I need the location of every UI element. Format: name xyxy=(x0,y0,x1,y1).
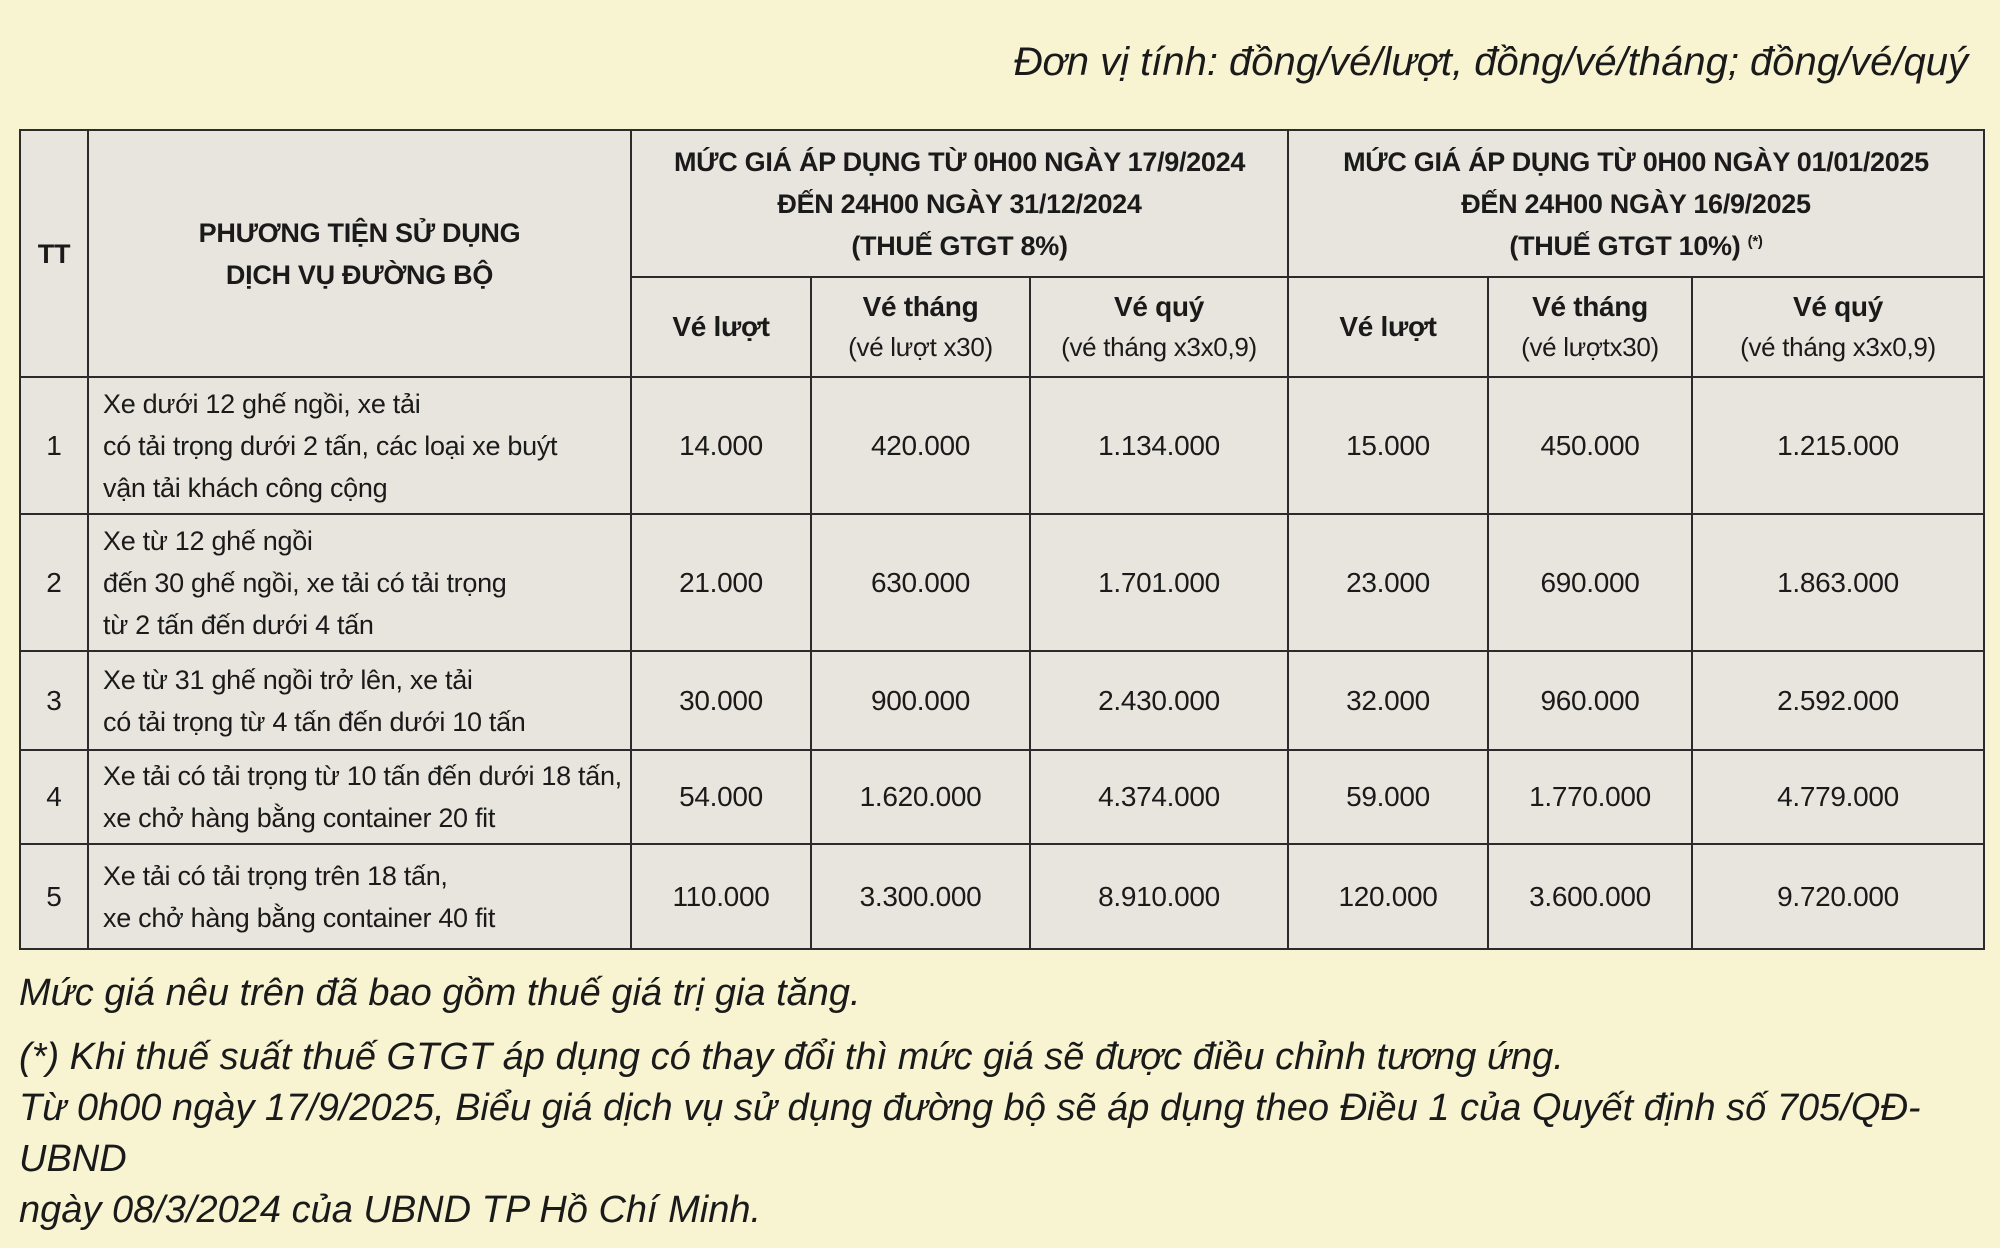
header-period-line: (THUẾ GTGT 8%) xyxy=(851,230,1068,261)
price-single-2024: 110.000 xyxy=(631,844,811,949)
price-monthly-2024: 3.300.000 xyxy=(811,844,1030,949)
price-single-2025: 32.000 xyxy=(1288,651,1488,750)
header-period-line: ĐẾN 24H00 NGÀY 16/9/2025 xyxy=(1461,188,1811,219)
header-period-vat: (THUẾ GTGT 10%) xyxy=(1509,230,1741,261)
table-row xyxy=(20,514,1984,651)
row-number: 2 xyxy=(20,514,88,651)
header-period-line: ĐẾN 24H00 NGÀY 31/12/2024 xyxy=(777,188,1142,219)
vehicle-type: Xe từ 12 ghế ngồi đến 30 ghế ngồi, xe tải có tải trọng từ 2 tấn đến dưới 4 tấn xyxy=(88,514,631,651)
header-row-top xyxy=(20,130,1984,277)
price-single-2024: 30.000 xyxy=(631,651,811,750)
header-monthly-ticket-2025: Vé tháng (vé lượtx30) xyxy=(1488,277,1692,377)
unit-note: Đơn vị tính: đồng/vé/lượt, đồng/vé/tháng; đồng/vé/quý xyxy=(1013,40,1968,84)
table-row xyxy=(20,750,1984,844)
price-monthly-2025: 1.770.000 xyxy=(1488,750,1692,844)
price-quarterly-2025: 1.215.000 xyxy=(1692,377,1984,514)
price-quarterly-2025: 2.592.000 xyxy=(1692,651,1984,750)
header-tt: TT xyxy=(20,130,88,377)
price-quarterly-2025: 9.720.000 xyxy=(1692,844,1984,949)
price-monthly-2025: 450.000 xyxy=(1488,377,1692,514)
vat-change-note: (*) Khi thuế suất thuế GTGT áp dụng có thay đổi thì mức giá sẽ được điều chỉnh tương ứng. xyxy=(19,1036,1564,1078)
vehicle-type: Xe từ 31 ghế ngồi trở lên, xe tải có tải trọng từ 4 tấn đến dưới 10 tấn xyxy=(88,651,631,750)
vehicle-type: Xe tải có tải trọng từ 10 tấn đến dưới 18 tấn, xe chở hàng bằng container 20 fit xyxy=(88,750,631,844)
row-number: 1 xyxy=(20,377,88,514)
price-monthly-2025: 3.600.000 xyxy=(1488,844,1692,949)
row-number: 4 xyxy=(20,750,88,844)
header-monthly-ticket-2024: Vé tháng (vé lượt x30) xyxy=(811,277,1030,377)
header-single-ticket-2025: Vé lượt xyxy=(1288,277,1488,377)
price-single-2025: 120.000 xyxy=(1288,844,1488,949)
price-single-2024: 54.000 xyxy=(631,750,811,844)
header-period-line: MỨC GIÁ ÁP DỤNG TỪ 0H00 NGÀY 17/9/2024 xyxy=(673,146,1246,177)
header-period-2025 xyxy=(1288,130,1984,277)
row-number: 3 xyxy=(20,651,88,750)
vat-included-note: Mức giá nêu trên đã bao gồm thuế giá trị gia tăng. xyxy=(19,972,861,1014)
price-quarterly-2024: 1.134.000 xyxy=(1030,377,1288,514)
price-quarterly-2024: 4.374.000 xyxy=(1030,750,1288,844)
header-period-line: MỨC GIÁ ÁP DỤNG TỪ 0H00 NGÀY 01/01/2025 xyxy=(1343,146,1929,177)
header-vehicle-line: DỊCH VỤ ĐƯỜNG BỘ xyxy=(225,259,494,290)
effective-date-note: Từ 0h00 ngày 17/9/2025, Biểu giá dịch vụ sử dụng đường bộ sẽ áp dụng theo Điều 1 của Quyết định số 705/QĐ-UBND xyxy=(19,1087,1921,1180)
header-quarterly-ticket-2024: Vé quý (vé tháng x3x0,9) xyxy=(1030,277,1288,377)
price-monthly-2024: 420.000 xyxy=(811,377,1030,514)
footnotes xyxy=(19,968,1979,1236)
header-vehicle xyxy=(88,130,631,377)
price-single-2024: 14.000 xyxy=(631,377,811,514)
price-single-2025: 59.000 xyxy=(1288,750,1488,844)
table-row xyxy=(20,844,1984,949)
row-number: 5 xyxy=(20,844,88,949)
fee-table xyxy=(19,129,1985,950)
vehicle-type: Xe tải có tải trọng trên 18 tấn, xe chở hàng bằng container 40 fit xyxy=(88,844,631,949)
header-quarterly-ticket-2025: Vé quý (vé tháng x3x0,9) xyxy=(1692,277,1984,377)
header-period-line xyxy=(1289,225,1983,267)
price-monthly-2024: 1.620.000 xyxy=(811,750,1030,844)
price-quarterly-2024: 2.430.000 xyxy=(1030,651,1288,750)
price-quarterly-2025: 1.863.000 xyxy=(1692,514,1984,651)
footnote-marker: (*) xyxy=(1747,232,1763,250)
table-row xyxy=(20,377,1984,514)
price-quarterly-2024: 1.701.000 xyxy=(1030,514,1288,651)
effective-date-note-continued: ngày 08/3/2024 của UBND TP Hồ Chí Minh. xyxy=(19,1189,762,1231)
price-monthly-2024: 630.000 xyxy=(811,514,1030,651)
vehicle-type: Xe dưới 12 ghế ngồi, xe tải có tải trọng dưới 2 tấn, các loại xe buýt vận tải khách công cộng xyxy=(88,377,631,514)
header-period-2024 xyxy=(631,130,1288,277)
price-single-2025: 15.000 xyxy=(1288,377,1488,514)
price-quarterly-2024: 8.910.000 xyxy=(1030,844,1288,949)
price-quarterly-2025: 4.779.000 xyxy=(1692,750,1984,844)
price-single-2024: 21.000 xyxy=(631,514,811,651)
header-vehicle-line: PHƯƠNG TIỆN SỬ DỤNG xyxy=(198,217,521,248)
header-single-ticket-2024: Vé lượt xyxy=(631,277,811,377)
price-monthly-2024: 900.000 xyxy=(811,651,1030,750)
price-monthly-2025: 960.000 xyxy=(1488,651,1692,750)
price-monthly-2025: 690.000 xyxy=(1488,514,1692,651)
price-single-2025: 23.000 xyxy=(1288,514,1488,651)
table-row xyxy=(20,651,1984,750)
